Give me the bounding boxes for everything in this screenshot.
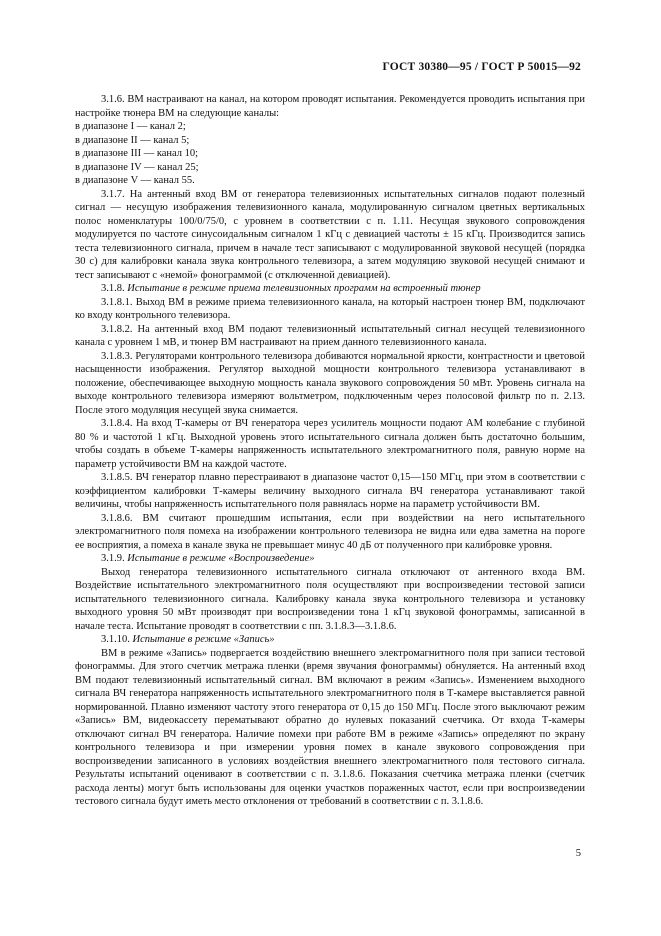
channel-item-1: в диапазоне I — канал 2;	[75, 121, 186, 132]
paragraph-3-1-7: 3.1.7. На антенный вход ВМ от генератора телевизионных испытательных сигналов подают полезный сигнал — несущую изображения телевизионного канала, модулированную сигналом цветных вертикальных полос номенклатуры 100/0/75/0, с уровнем в соответствии с п. 1.11. Несущая звукового сопровождения модулируется по частоте синусоидальным сигналом 1 кГц с девиацией частоты ± 15 кГц. Производится запись теста телевизионного сигнала, причем в начале тест записывают с модулированной звуковой несущей (порядка 30 с) для калибровки канала звука контрольного телевизора, а затем модуляцию звуковой несущей снимают и тест записывают с «немой» фонограммой (с отключенной девиацией).	[75, 188, 585, 281]
paragraph-3-1-8-4: 3.1.8.4. На вход Т-камеры от ВЧ генератора через усилитель мощности подают АМ колебание с глубиной 80 % и частотой 1 кГц. Выходной уровень этого испытательного сигнала должен быть достаточно большим, чтобы создать в объеме Т-камеры напряженность испытательного электромагнитного поля, равную норме на параметр устойчивости ВМ на каждой частоте.	[75, 418, 585, 470]
channel-list-item	[75, 147, 585, 161]
paragraph-3-1-9: Выход генератора телевизионного испытательного сигнала отключают от антенного входа ВМ. Воздействие испытательного электромагнитного поля осуществляют при воспроизведении тестовой записи испытательного телевизионного сигнала. Калибровку канала звука контрольного телевизора и установку выходного уровня 50 мВт производят при воспроизведении тона 1 кГц звуковой фонограммы, записанной в начале теста. Испытание проводят в соответствии с пп. 3.1.8.3—3.1.8.6.	[75, 566, 585, 632]
paragraph-3-1-8-1: 3.1.8.1. Выход ВМ в режиме приема телевизионного канала, на который настроен тюнер ВМ, подключают ко входу контрольного телевизора.	[75, 296, 585, 321]
paragraph-3-1-8-3: 3.1.8.3. Регуляторами контрольного телевизора добиваются нормальной яркости, контрастности и цветовой насыщенности изображения. Регулятор выходной мощности контрольного телевизора устанавливают в положение, обеспечивающее выходную мощность канала звукового сопровождения 50 мВт. Уровень сигнала на выходе контрольного телевизора измеряют вольтметром, подключенным через полосовой фильтр по п. 2.13. После этого модуляция несущей звука снимается.	[75, 350, 585, 416]
paragraph-3-1-6: 3.1.6. ВМ настраивают на канал, на котором проводят испытания. Рекомендуется проводить испытания при настройке тюнера ВМ на следующие каналы:	[75, 94, 585, 119]
section-title: Испытание в режиме «Воспроизведение»	[127, 553, 315, 564]
channel-item-2: в диапазоне II — канал 5;	[75, 134, 190, 146]
page-header: ГОСТ 30380—95 / ГОСТ Р 50015—92	[382, 61, 581, 73]
channel-list-item	[75, 174, 585, 188]
channel-list-item	[75, 161, 585, 175]
paragraph-3-1-10: ВМ в режиме «Запись» подвергается воздействию внешнего электромагнитного поля при записи тестовой фонограммы. Для этого счетчик метража пленки (время звучания фонограммы) обнуляется. На антенный вход ВМ подают телевизионный испытательный сигнал. ВМ включают в режим «Запись». Изменением выходного сигнала ВЧ генератора напряженность испытательного электромагнитного поля в Т-камере выставляется равной нормированной. Плавно изменяют частоту этого генератора от 0,15 до 150 МГц. После этого выключают режим «Запись» ВМ, видеокассету перематывают обратно до нулевых показаний счетчика. От входа Т-камеры отключают сигнал ВЧ генератора. Наличие помехи при работе ВМ в режиме «Запись» определяют по экрану контрольного телевизора и при измерении уровня помех в канале звукового сопровождения при воспроизведении записанного в условиях воздействия внешнего электромагнитного поля тестового сигнала. Результаты испытаний оценивают в соответствии с п. 3.1.8.6. Показания счетчика метража пленки (счетчик расхода ленты) могут быть использованы для оценки участков пораженных частот, если при воспроизведении тестового сигнала будут иметь место отклонения от требований в соответствии с п. 3.1.8.6.	[75, 647, 585, 807]
section-number: 3.1.10.	[101, 634, 130, 645]
section-title: Испытание в режиме приема телевизионных программ на встроенный тюнер	[127, 283, 481, 294]
section-title: Испытание в режиме «Запись»	[132, 634, 275, 645]
section-number: 3.1.9.	[101, 553, 125, 564]
channel-item-4: в диапазоне IV — канал 25;	[75, 161, 199, 173]
document-body	[75, 93, 585, 809]
paragraph-3-1-8-6: 3.1.8.6. ВМ считают прошедшим испытания, если при воздействии на него испытательного электромагнитного поля помеха на изображении контрольного телевизора не видна или едва заметна на пороге ее восприятия, а помеха в канале звука не превышает минус 40 дБ от полученного при калибровке уровня.	[75, 512, 585, 551]
page-number: 5	[575, 848, 581, 859]
channel-list-item	[75, 120, 585, 134]
channel-list-item	[75, 134, 585, 148]
paragraph-3-1-8-5: 3.1.8.5. ВЧ генератор плавно перестраивают в диапазоне частот 0,15—150 МГц, при этом в соответствии с коэффициентом калибровки Т-камеры величину выходного сигнала ВЧ генератора устанавливают такой величины, чтобы напряженность испытательного поля равнялась норме на параметр устойчивости ВМ.	[75, 472, 585, 510]
paragraph-3-1-8-2: 3.1.8.2. На антенный вход ВМ подают телевизионный испытательный сигнал несущей телевизионного канала с уровнем 1 мВ, и тюнер ВМ настраивают на прием данного телевизионного канала.	[75, 323, 585, 348]
section-heading-3-1-8	[75, 282, 585, 296]
channel-item-5: в диапазоне V — канал 55.	[75, 175, 195, 186]
channel-item-3: в диапазоне III — канал 10;	[75, 148, 199, 159]
section-heading-3-1-9	[75, 552, 585, 566]
section-heading-3-1-10	[75, 633, 585, 647]
section-number: 3.1.8.	[101, 283, 125, 294]
